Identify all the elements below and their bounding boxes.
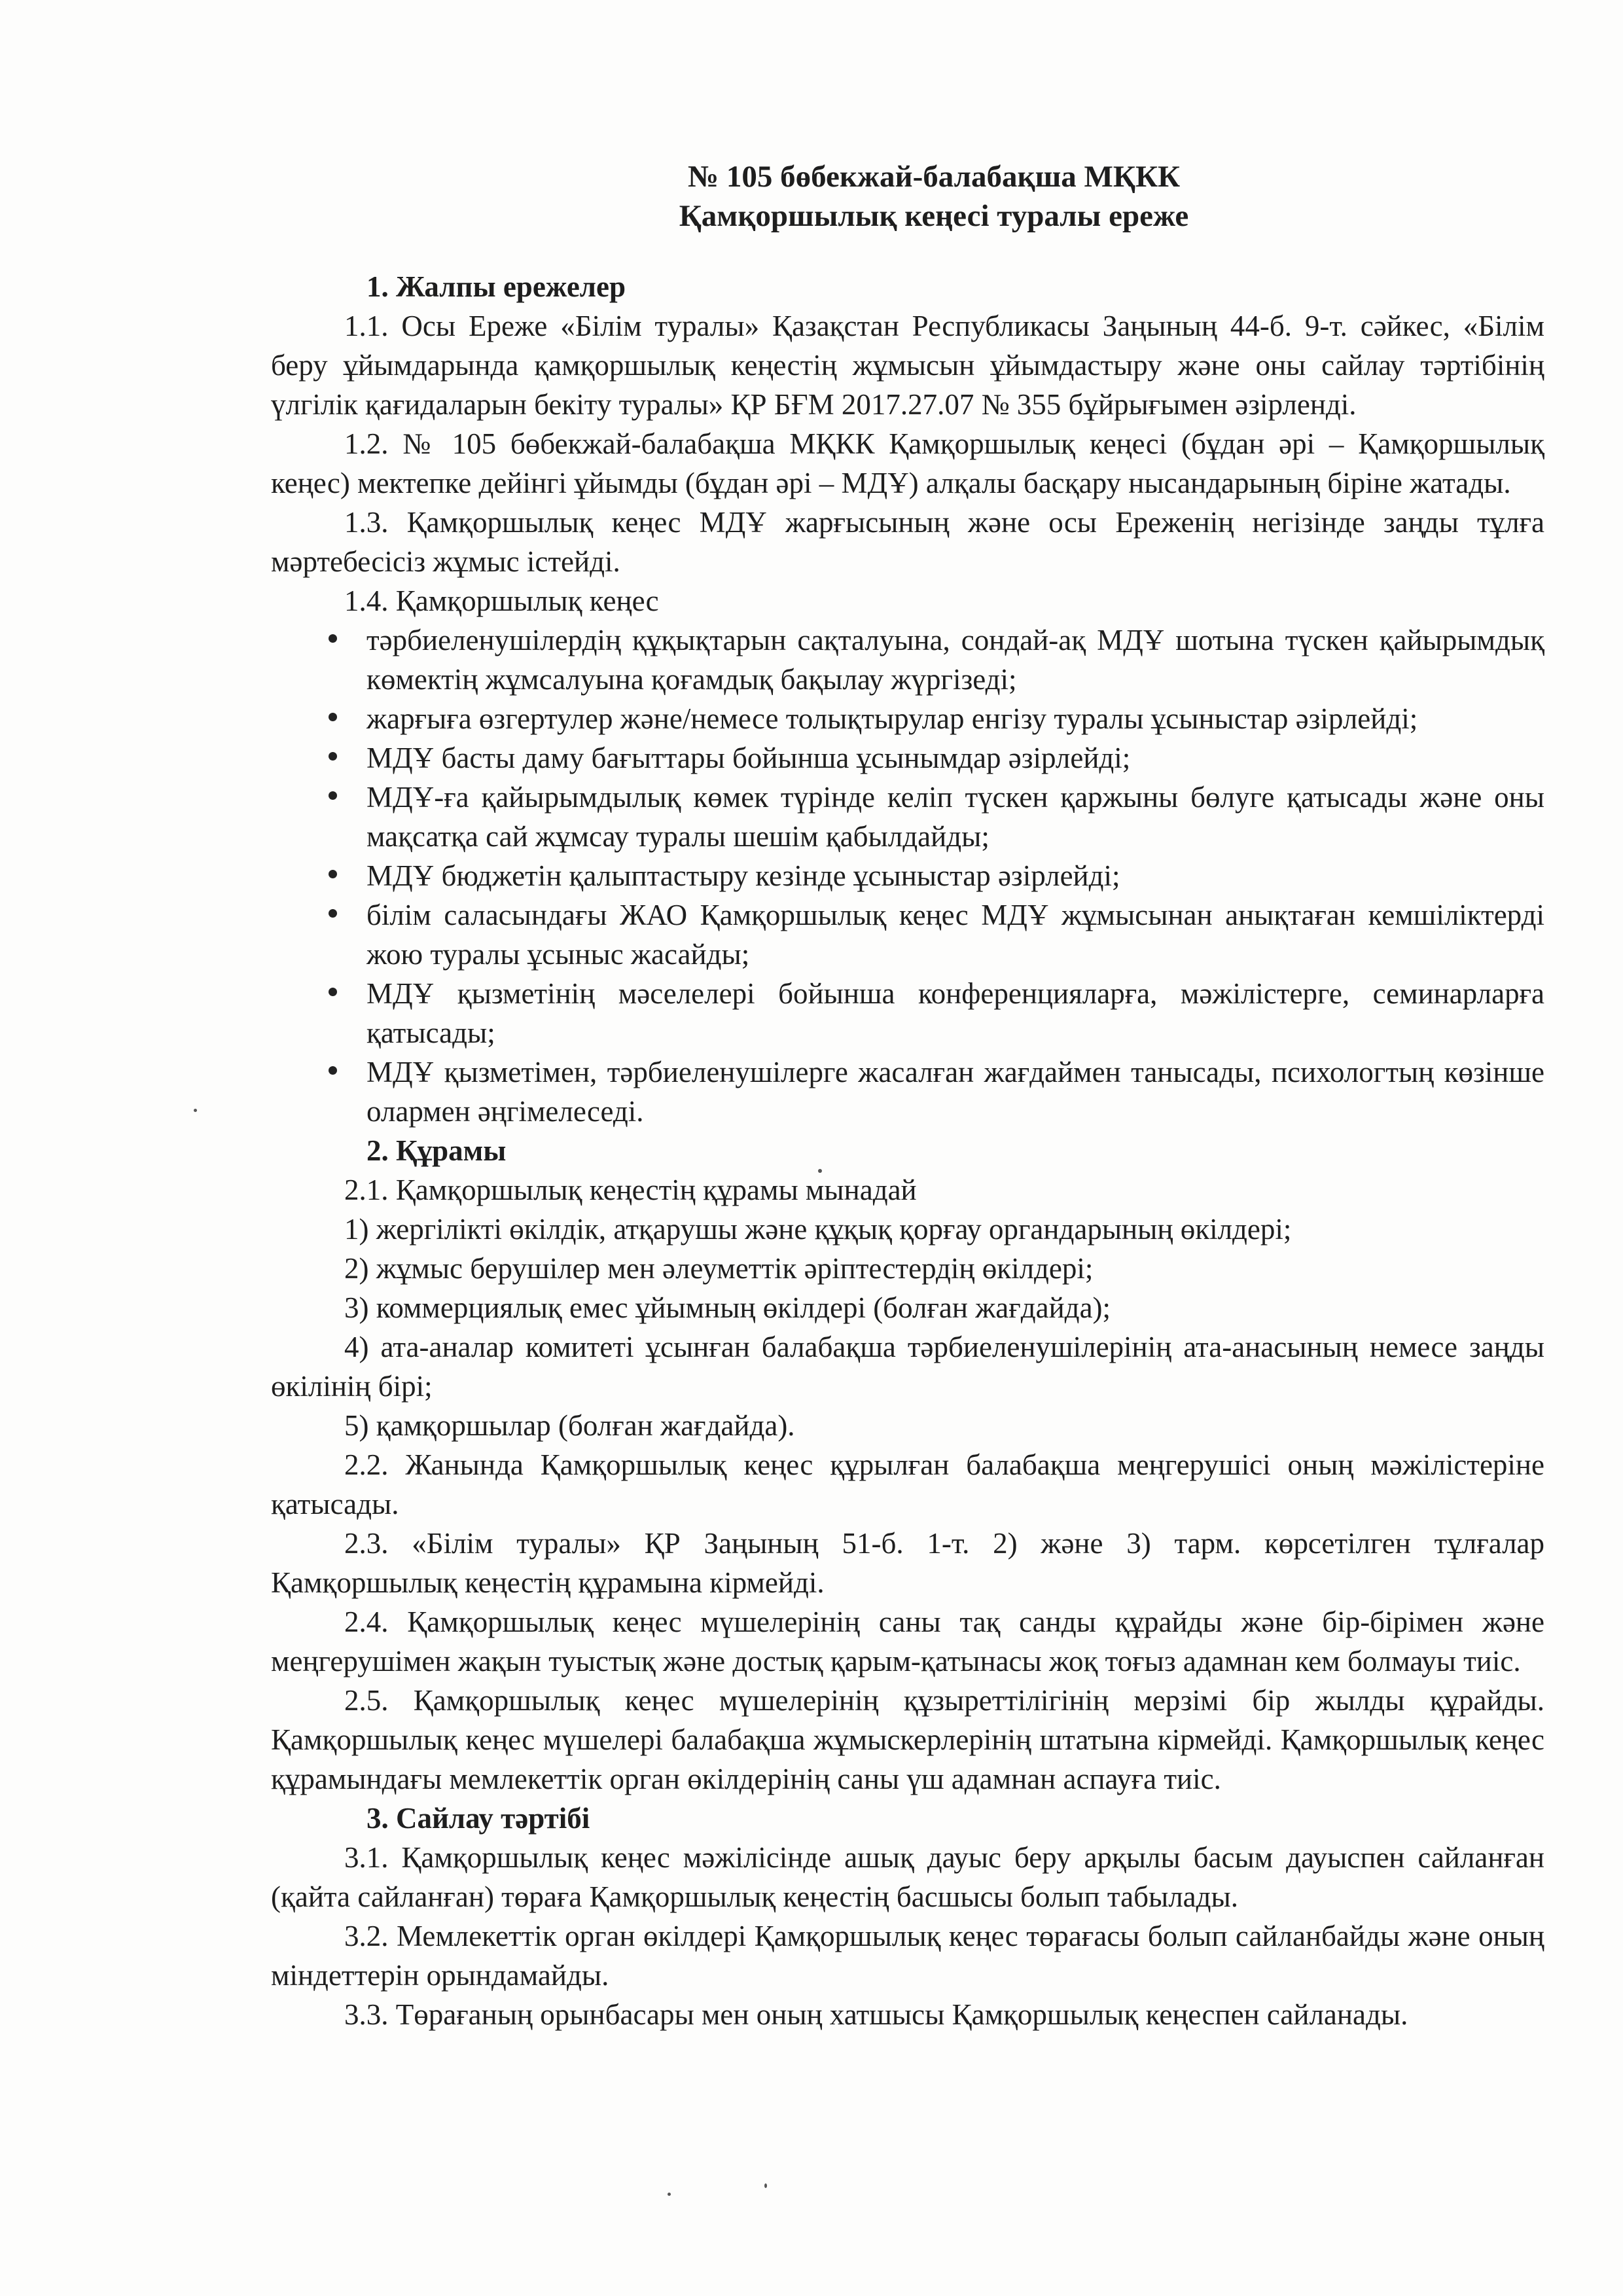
title-line-2: Қамқоршылық кеңесі туралы ереже [679,199,1189,233]
list-item-text: тәрбиеленушілердің құқықтарын сақталуына, сондай-ақ МДҰ шотына түскен қайырымдық көмектің жұмсалуына қоғамдық бақылау жүргізеді; [366,624,1544,696]
list-item [271,1052,1544,1131]
list-item [271,738,1544,778]
list-item [271,778,1544,856]
paragraph-3-2: 3.2. Мемлекеттік орган өкілдері Қамқоршылық кеңес төрағасы болып сайланбайды және оның міндеттерін орындамайды. [271,1920,1544,1992]
composition-item-5: 5) қамқоршылар (болған жағдайда). [344,1409,795,1442]
paragraph-2-1: 2.1. Қамқоршылық кеңестің құрамы мынадай [344,1174,917,1206]
list-item [271,699,1544,738]
list-item-text: білім саласындағы ЖАО Қамқоршылық кеңес МДҰ жұмысынан анықтаған кемшіліктерді жою туралы ұсыныс жасайды; [366,899,1544,971]
list-item-text: МДҰ-ға қайырымдылық көмек түрінде келіп түскен қаржыны бөлуге қатысады және оны мақсатқа сай жұмсау туралы шешім қабылдайды; [366,781,1544,853]
scan-speck [668,2193,671,2196]
bullet-icon [329,713,337,721]
paragraph-1-1: 1.1. Осы Ереже «Білім туралы» Қазақстан Республикасы Заңының 44-б. 9-т. сәйкес, «Білім беру ұйымдарында қамқоршылық кеңестің жұмысын ұйымдастыру және оны сайлау тәртібінің үлгілік қағидаларын бекіту туралы» ҚР БҒМ 2017.27.07 № 355 бұйрығымен әзірленді. [271,310,1544,421]
list-item-text: МДҰ бюджетін қалыптастыру кезінде ұсыныстар әзірлейді; [366,859,1120,892]
list-item-text: МДҰ қызметінің мәселелері бойынша конференцияларға, мәжілістерге, семинарларға қатысады; [366,977,1544,1049]
composition-item-2: 2) жұмыс берушілер мен әлеуметтік әріптестердің өкілдері; [344,1252,1094,1285]
composition-item-3: 3) коммерциялық емес ұйымның өкілдері (болған жағдайда); [344,1291,1111,1324]
list-item-text: жарғыға өзгертулер және/немесе толықтырулар енгізу туралы ұсыныстар әзірлейді; [366,702,1418,735]
list-item-text: МДҰ қызметімен, тәрбиеленушілерге жасалған жағдаймен танысады, психологтың көзінше олармен әңгімелеседі. [366,1056,1544,1128]
paragraph-3-3: 3.3. Төрағаның орынбасары мен оның хатшысы Қамқоршылық кеңеспен сайланады. [344,1998,1408,2031]
paragraph-1-2: 1.2. № 105 бөбекжай-балабақша МҚКК Қамқоршылық кеңесі (бұдан әрі – Қамқоршылық кеңес) мектепке дейінгі ұйымды (бұдан әрі – МДҰ) алқалы басқару нысандарының біріне жатады. [271,427,1544,499]
section-3-heading: 3. Сайлау тәртібі [366,1802,590,1835]
list-item [271,974,1544,1052]
paragraph-2-5: 2.5. Қамқоршылық кеңес мүшелерінің құзыреттілігінің мерзімі бір жылды құрайды. Қамқоршылық кеңес мүшелері балабақша жұмыскерлерінің штатына кірмейді. Қамқоршылық кеңес құрамындағы мемлекеттік орган өкілдерінің саны үш адамнан аспауға тиіс. [271,1684,1544,1795]
paragraph-1-3: 1.3. Қамқоршылық кеңес МДҰ жарғысының және осы Ереженің негізінде заңды тұлға мәртебесісіз жұмыс істейді. [271,506,1544,578]
section-1-heading: 1. Жалпы ережелер [366,270,626,303]
list-item [271,895,1544,974]
paragraph-2-2: 2.2. Жанында Қамқоршылық кеңес құрылған балабақша меңгерушісі оның мәжілістеріне қатысады. [271,1448,1544,1520]
paragraph-2-3: 2.3. «Білім туралы» ҚР Заңының 51-б. 1-т. 2) және 3) тарм. көрсетілген тұлғалар Қамқоршылық кеңестің құрамына кірмейді. [271,1527,1544,1599]
document-body [271,157,1544,2034]
section-2-heading: 2. Құрамы [366,1134,507,1167]
bullet-icon [329,791,337,800]
scan-speck [194,1109,197,1112]
composition-item-1: 1) жергілікті өкілдік, атқарушы және құқық қорғау органдарының өкілдері; [344,1213,1292,1246]
bullet-icon [329,909,337,918]
bullet-icon [329,634,337,643]
bullet-icon [329,752,337,761]
list-item-text: МДҰ басты даму бағыттары бойынша ұсынымдар әзірлейді; [366,742,1131,774]
bullet-icon [329,870,337,878]
title-line-1: № 105 бөбекжай-балабақша МҚКК [687,160,1181,194]
document-title [271,157,1544,236]
paragraph-2-4: 2.4. Қамқоршылық кеңес мүшелерінің саны тақ санды құрайды және бір-бірімен және меңгерушімен жақын туыстық және достық қарым-қатынасы жоқ тоғыз адамнан кем болмауы тиіс. [271,1605,1544,1677]
composition-item-4: 4) ата-аналар комитеті ұсынған балабақша тәрбиеленушілерінің ата-анасының немесе заңды өкілінің бірі; [271,1331,1544,1403]
scan-speck [764,2183,767,2188]
list-item [271,620,1544,699]
paragraph-1-4: 1.4. Қамқоршылық кеңес [344,584,659,617]
bullet-icon [329,1066,337,1075]
paragraph-3-1: 3.1. Қамқоршылық кеңес мәжілісінде ашық дауыс беру арқылы басым дауыспен сайланған (қайта сайланған) төраға Қамқоршылық кеңестің басшысы болып табылады. [271,1841,1544,1913]
bullet-list [271,620,1544,1131]
bullet-icon [329,988,337,996]
list-item [271,856,1544,895]
